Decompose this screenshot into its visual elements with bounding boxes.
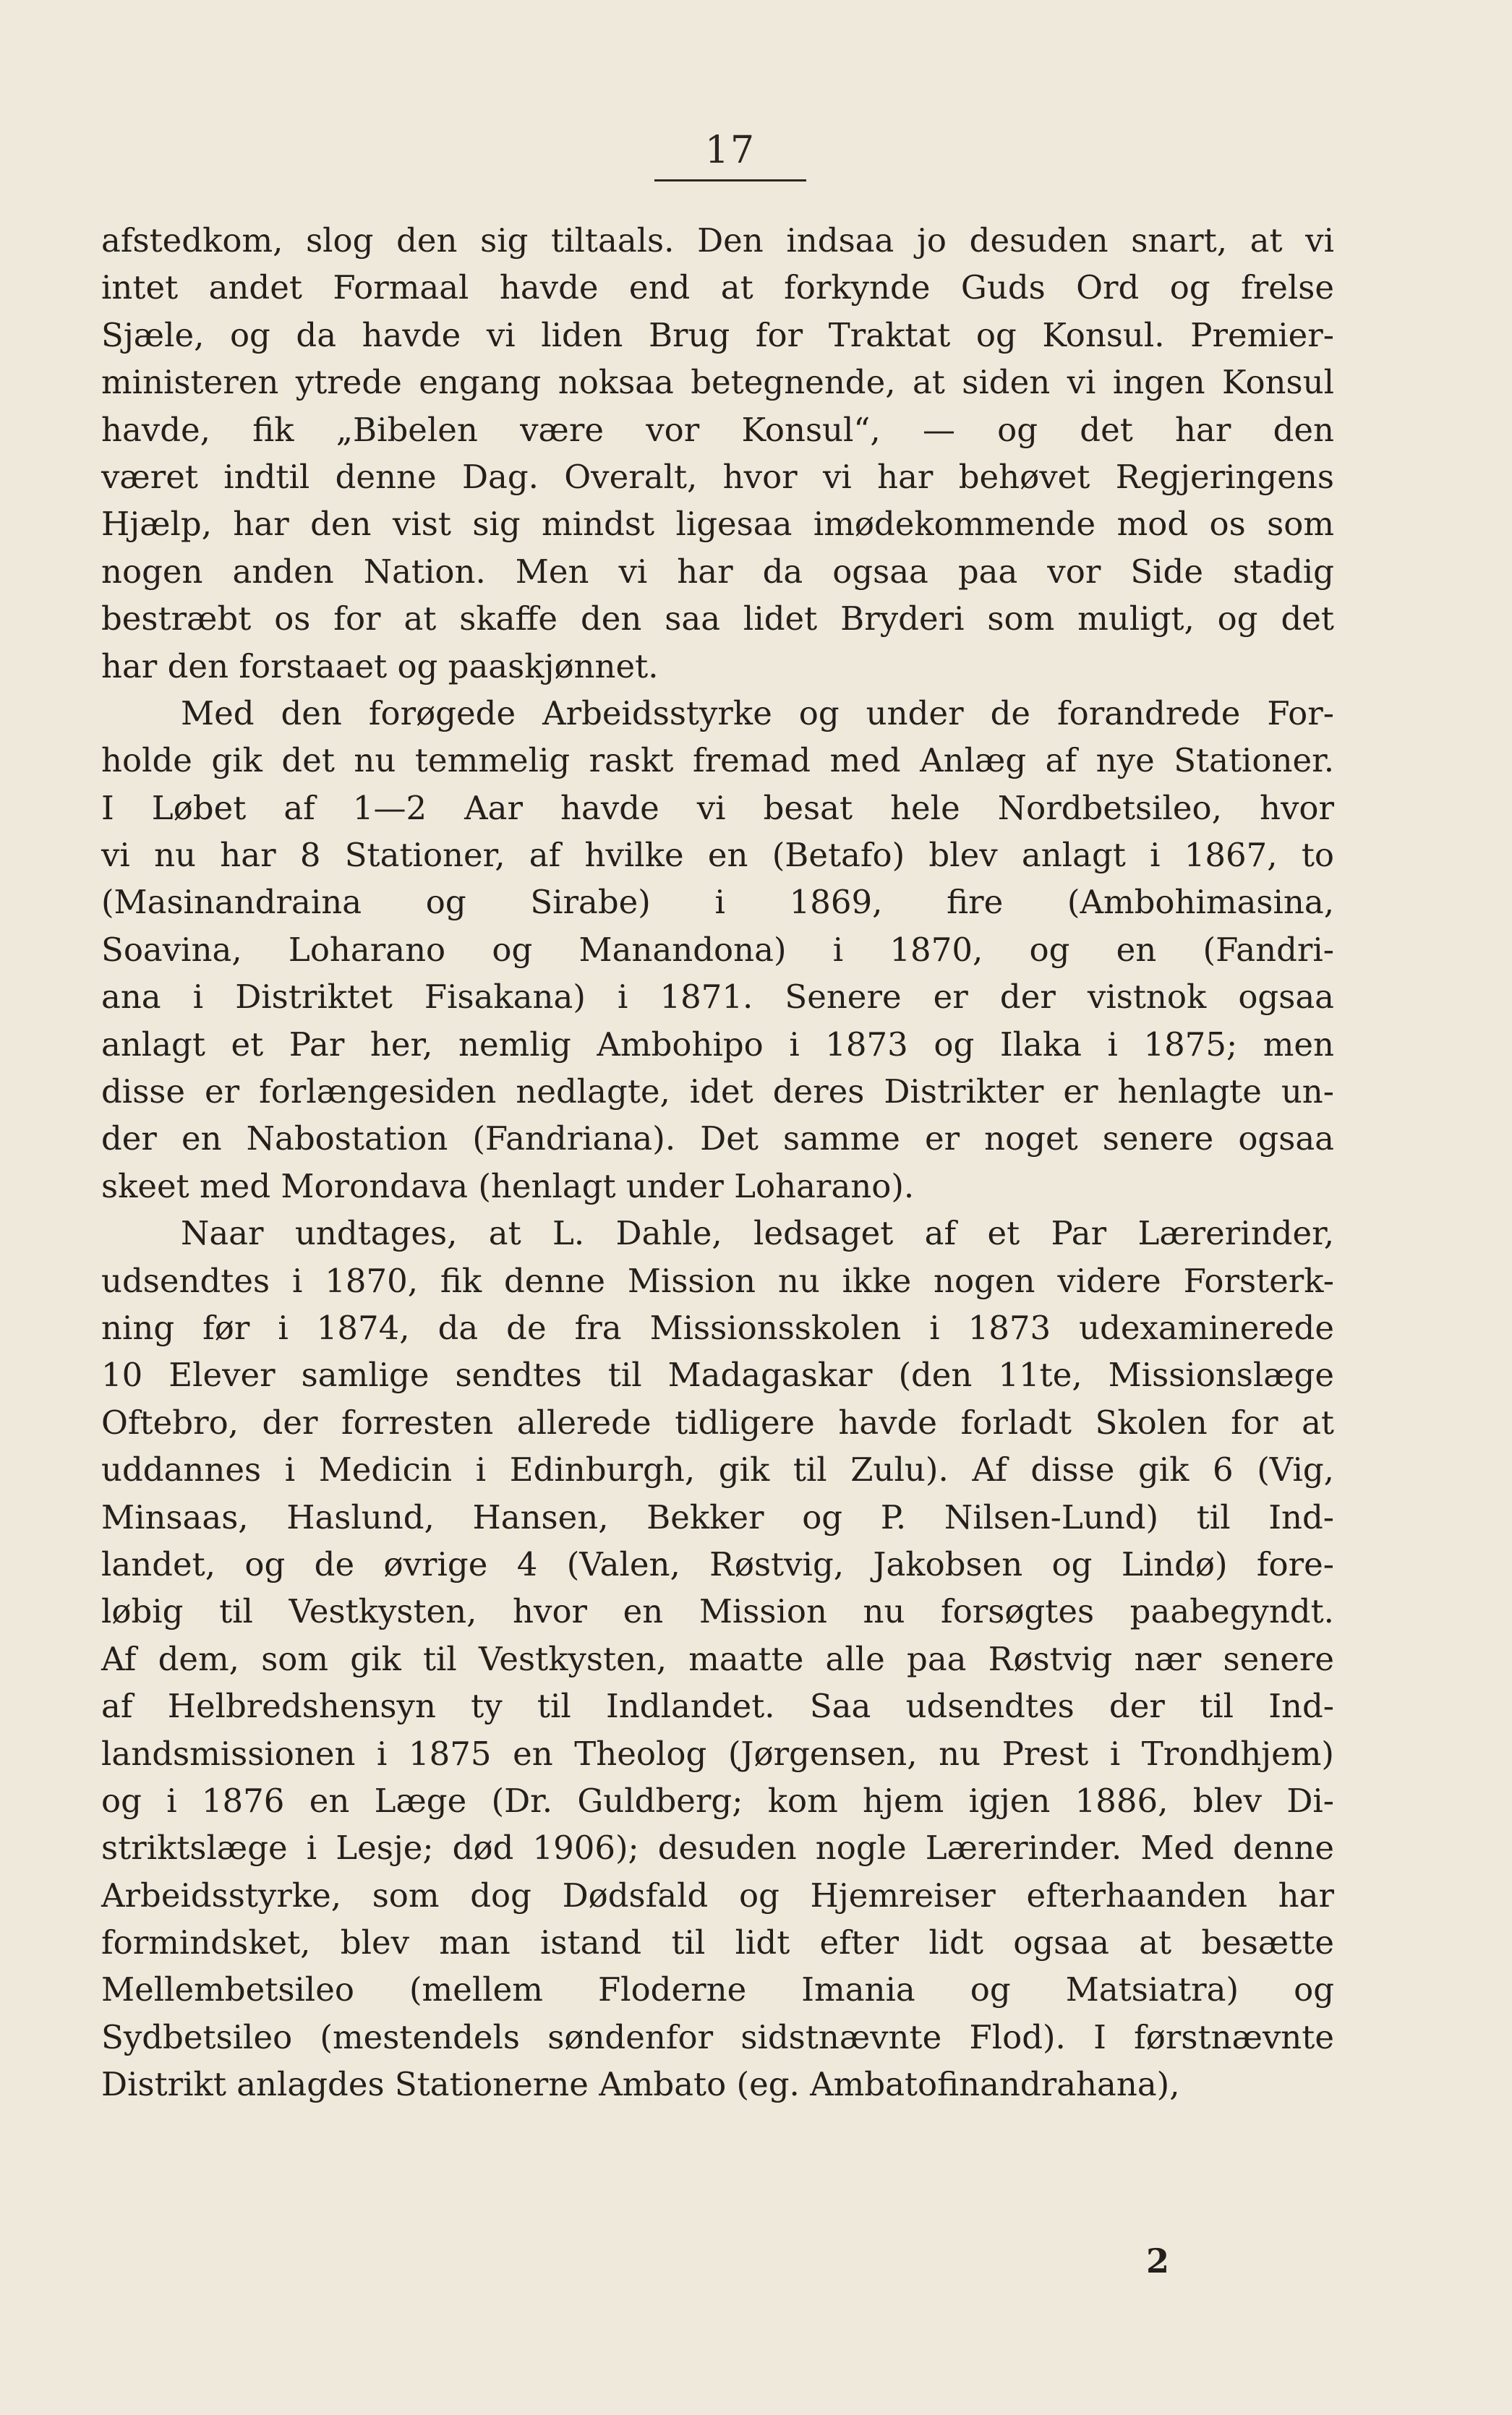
text-line: Med den forøgede Arbeidsstyrke og under de forandrede For- [181, 693, 1334, 732]
text-line: Sydbetsileo (mestendels søndenfor sidstnævnte Flod). I førstnævnte [101, 2017, 1334, 2056]
text-line: Af dem, som gik til Vestkysten, maatte alle paa Røstvig nær senere [101, 1639, 1334, 1678]
text-line: har den forstaaet og paaskjønnet. [101, 646, 659, 685]
text-line: der en Nabostation (Fandriana). Det samme er noget senere ogsaa [101, 1119, 1334, 1158]
text-line: formindsket, blev man istand til lidt efter lidt ogsaa at besætte [101, 1923, 1334, 1962]
text-line: Distrikt anlagdes Stationerne Ambato (eg. Ambatofinandrahana), [101, 2065, 1180, 2104]
text-line: Minsaas, Haslund, Hansen, Bekker og P. Nilsen-Lund) til Ind- [101, 1497, 1334, 1536]
text-line: Mellembetsileo (mellem Floderne Imania og Matsiatra) og [101, 1970, 1334, 2009]
text-line: været indtil denne Dag. Overalt, hvor vi har behøvet Regjeringens [101, 457, 1334, 496]
text-line: intet andet Formaal havde end at forkynde Guds Ord og frelse [101, 268, 1334, 307]
text-line: og i 1876 en Læge (Dr. Guldberg; kom hjem igjen 1886, blev Di- [101, 1781, 1334, 1820]
text-line: vi nu har 8 Stationer, af hvilke en (Betafo) blev anlagt i 1867, to [101, 836, 1334, 875]
text-line: uddannes i Medicin i Edinburgh, gik til Zulu). Af disse gik 6 (Vig, [101, 1450, 1334, 1489]
body-text [101, 217, 1334, 2108]
text-line: skeet med Morondava (henlagt under Loharano). [101, 1166, 915, 1205]
text-line: havde, fik „Bibelen være vor Konsul“, — og det har den [101, 410, 1334, 449]
text-line: 10 Elever samlige sendtes til Madagaskar (den 11te, Missionslæge [101, 1356, 1334, 1395]
text-line: striktslæge i Lesje; død 1906); desuden nogle Lærerinder. Med denne [101, 1829, 1334, 1868]
text-line: anlagt et Par her, nemlig Ambohipo i 1873 og Ilaka i 1875; men [101, 1025, 1334, 1064]
text-line: ning før i 1874, da de fra Missionsskolen i 1873 udexaminerede [101, 1308, 1334, 1347]
text-line: bestræbt os for at skaffe den saa lidet Bryderi som muligt, og det [101, 599, 1334, 638]
text-line: holde gik det nu temmelig raskt fremad med Anlæg af nye Stationer. [101, 741, 1334, 780]
text-line: (Masinandraina og Sirabe) i 1869, fire (Ambohimasina, [101, 883, 1334, 922]
signature-mark: 2 [1146, 2241, 1170, 2281]
page-number: 17 [704, 129, 756, 172]
text-line: Naar undtages, at L. Dahle, ledsaget af et Par Lærerinder, [181, 1214, 1334, 1253]
text-line: ministeren ytrede engang noksaa betegnende, at siden vi ingen Konsul [101, 363, 1334, 402]
text-line: nogen anden Nation. Men vi har da ogsaa paa vor Side stadig [101, 552, 1334, 591]
text-line: ana i Distriktet Fisakana) i 1871. Senere er der vistnok ogsaa [101, 978, 1334, 1017]
header-rule [654, 179, 806, 181]
text-line: udsendtes i 1870, fik denne Mission nu ikke nogen videre Forsterk- [101, 1261, 1334, 1300]
text-line: landsmissionen i 1875 en Theolog (Jørgensen, nu Prest i Trondhjem) [101, 1734, 1334, 1773]
text-line: I Løbet af 1—2 Aar havde vi besat hele Nordbetsileo, hvor [101, 788, 1334, 827]
text-line: disse er forlængesiden nedlagte, idet deres Distrikter er henlagte un- [101, 1072, 1334, 1111]
text-line: af Helbredshensyn ty til Indlandet. Saa udsendtes der til Ind- [101, 1687, 1334, 1726]
text-line: løbig til Vestkysten, hvor en Mission nu forsøgtes paabegyndt. [101, 1592, 1334, 1631]
text-line: Sjæle, og da havde vi liden Brug for Traktat og Konsul. Premier- [101, 315, 1334, 354]
text-line: Oftebro, der forresten allerede tidligere havde forladt Skolen for at [101, 1403, 1334, 1442]
text-line: Soavina, Loharano og Manandona) i 1870, og en (Fandri- [101, 930, 1334, 969]
text-line: landet, og de øvrige 4 (Valen, Røstvig, Jakobsen og Lindø) fore- [101, 1544, 1334, 1583]
text-line: afstedkom, slog den sig tiltaals. Den indsaa jo desuden snart, at vi [101, 221, 1334, 260]
text-line: Hjælp, har den vist sig mindst ligesaa imødekommende mod os som [101, 505, 1334, 544]
text-line: Arbeidsstyrke, som dog Dødsfald og Hjemreiser efterhaanden har [101, 1876, 1334, 1915]
